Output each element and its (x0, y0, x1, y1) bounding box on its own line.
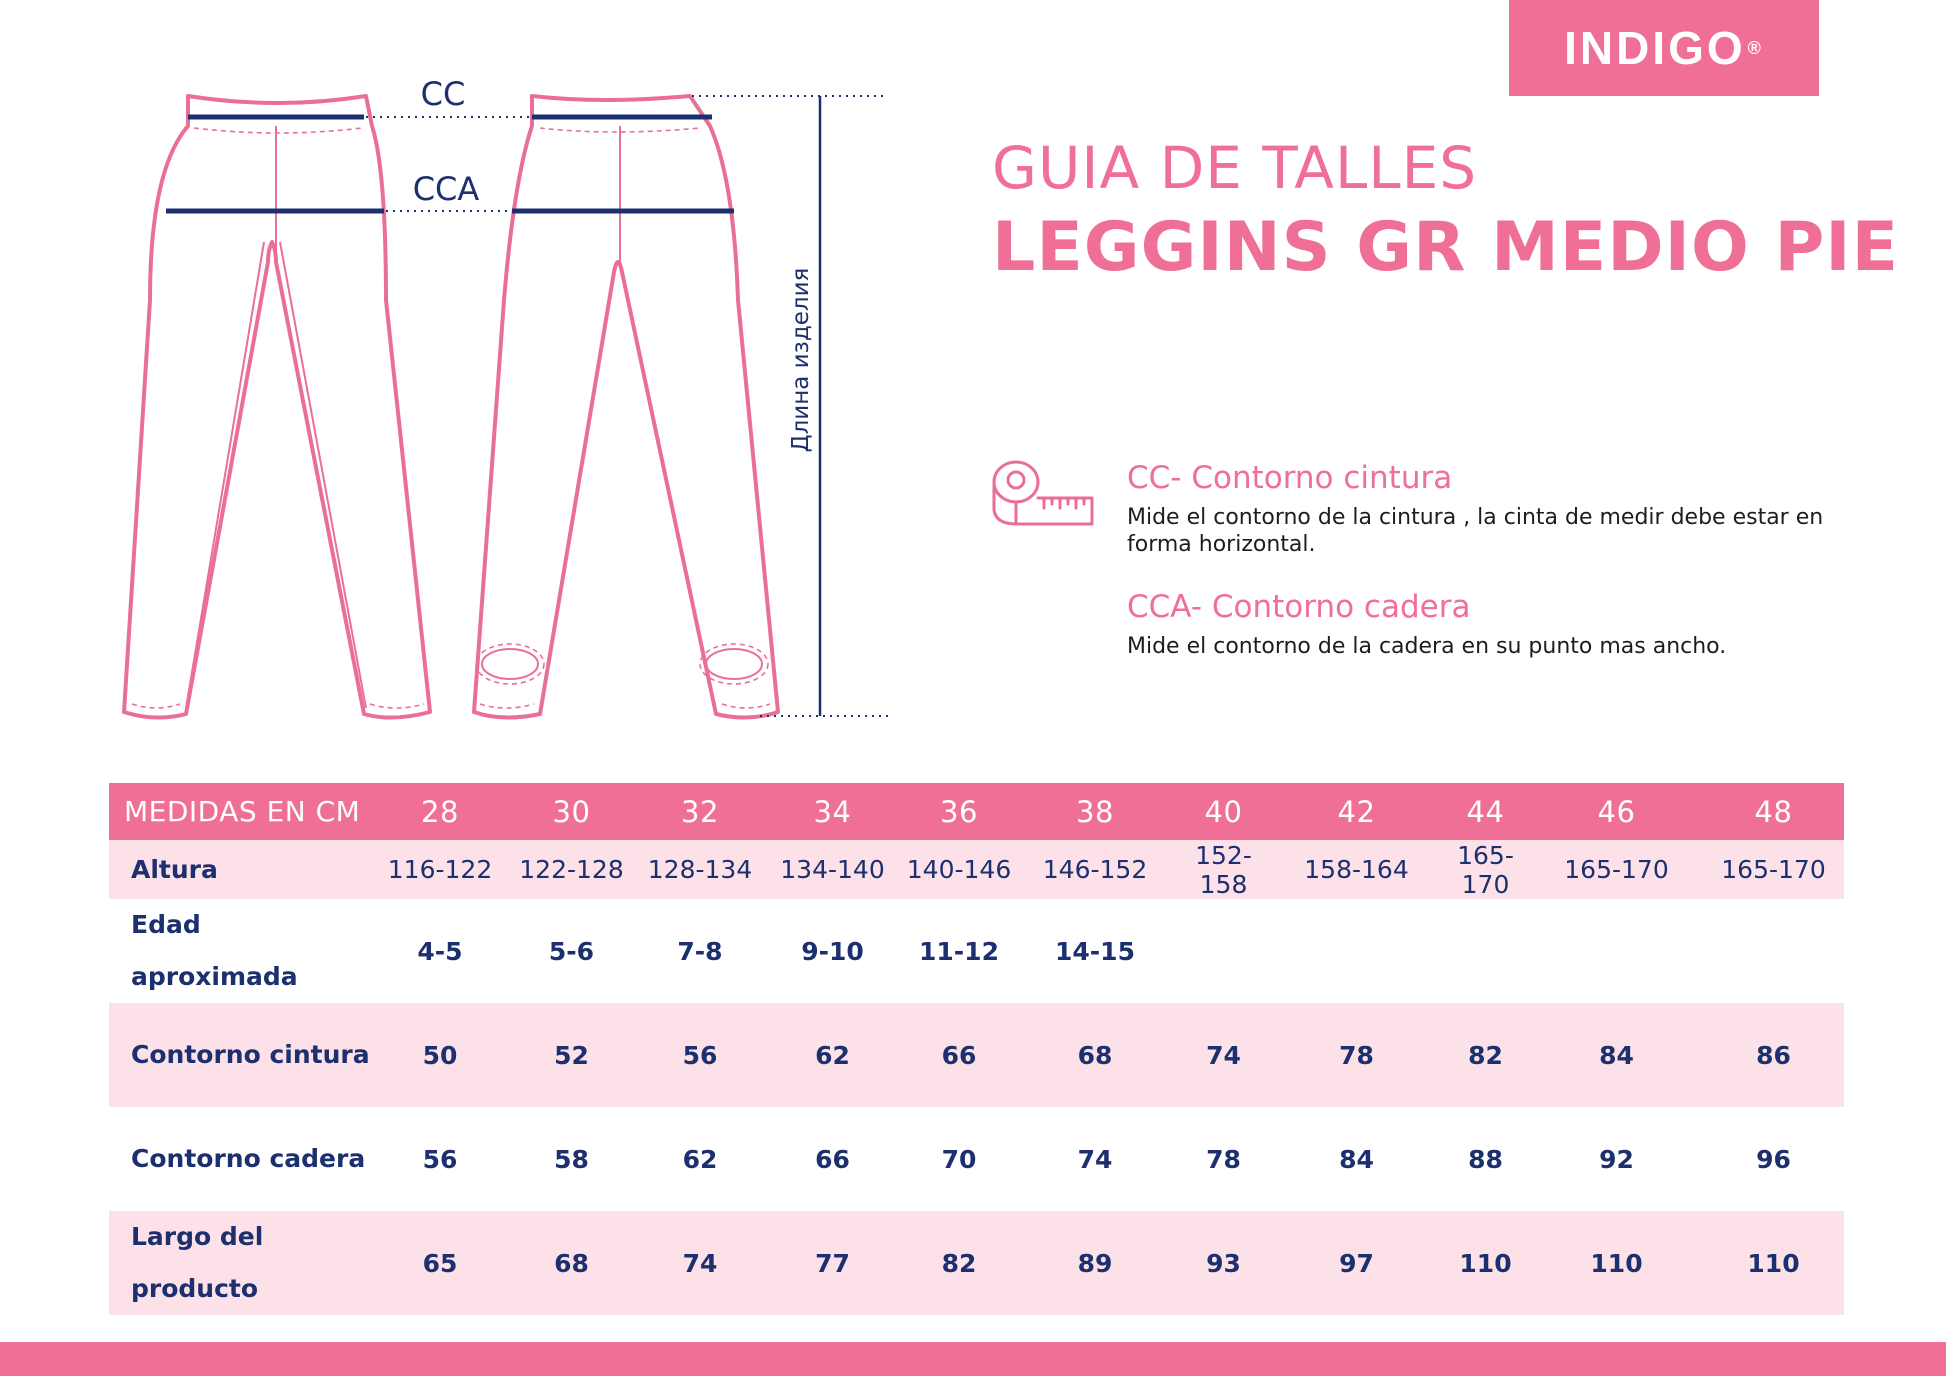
table-cell (1703, 899, 1844, 1003)
table-cell: 52 (505, 1003, 638, 1107)
table-cell: 82 (1441, 1003, 1530, 1107)
table-cell (1441, 899, 1530, 1003)
footer-bar (0, 1342, 1946, 1376)
table-cell: 96 (1756, 1144, 1791, 1174)
table-cell: 165-170 (1703, 840, 1844, 899)
table-cell: 11-12 (919, 936, 999, 966)
row-label: Edad aproximada (131, 910, 298, 991)
table-cell: 58 (554, 1144, 589, 1174)
size-header: 46 (1530, 783, 1703, 840)
measuring-tape-icon (990, 458, 1096, 528)
table-row-largo (109, 1211, 1844, 1315)
table-cell: 7-8 (677, 936, 723, 966)
size-header: 34 (762, 783, 903, 840)
cc-definition-title: CC- Contorno cintura (1127, 460, 1453, 496)
table-cell: 77 (762, 1211, 903, 1315)
size-header: 48 (1703, 783, 1844, 840)
table-cell: 110 (1530, 1211, 1703, 1315)
table-cell: 56 (638, 1003, 762, 1107)
table-cell: 97 (1272, 1211, 1441, 1315)
table-cell: 89 (1015, 1211, 1175, 1315)
size-header: 32 (638, 783, 762, 840)
table-cell: 116-122 (375, 840, 505, 899)
size-header: 44 (1441, 783, 1530, 840)
registered-mark: ® (1747, 37, 1764, 58)
table-cell: 92 (1599, 1144, 1634, 1174)
size-header: 42 (1272, 783, 1441, 840)
table-cell: 70 (941, 1144, 977, 1174)
table-cell: 82 (903, 1211, 1015, 1315)
table-cell: 78 (1272, 1003, 1441, 1107)
table-cell: 66 (815, 1144, 850, 1174)
table-cell: 66 (903, 1003, 1015, 1107)
product-title: LEGGINS GR MEDIO PIE (992, 208, 1900, 287)
header-label: MEDIDAS EN CM (109, 783, 375, 840)
table-cell: 86 (1703, 1003, 1844, 1107)
table-cell: 88 (1468, 1144, 1503, 1174)
front-inseam-line (186, 242, 366, 708)
leggings-diagram (0, 0, 900, 740)
table-row-contorno-cadera (109, 1107, 1844, 1211)
table-cell: 134-140 (762, 840, 903, 899)
brand-name: INDIGO (1564, 22, 1746, 74)
size-header: 28 (375, 783, 505, 840)
table-cell: 5-6 (548, 936, 595, 966)
table-cell: 4-5 (417, 936, 463, 966)
table-cell: 93 (1175, 1211, 1272, 1315)
table-cell: 68 (1015, 1003, 1175, 1107)
table-cell (1530, 899, 1703, 1003)
table-cell: 74 (1175, 1003, 1272, 1107)
table-cell: 65 (375, 1211, 505, 1315)
size-table (109, 783, 1844, 1315)
table-cell: 158-164 (1272, 840, 1441, 899)
cca-definition-title: CCA- Contorno cadera (1127, 589, 1471, 625)
table-cell: 78 (1206, 1144, 1241, 1174)
table-cell: 152-158 (1175, 840, 1272, 899)
table-cell: 68 (505, 1211, 638, 1315)
table-cell: 165-170 (1441, 840, 1530, 899)
table-cell: 74 (638, 1211, 762, 1315)
cc-label: CC (420, 75, 466, 113)
cc-definition-text: Mide el contorno de la cintura , la cinta de medir debe estar en forma horizontal. (1127, 505, 1824, 557)
cca-label: CCA (412, 170, 480, 208)
table-cell (1272, 899, 1441, 1003)
size-header-row (109, 783, 1844, 840)
table-cell: 62 (762, 1003, 903, 1107)
back-knee-patch-right (706, 649, 762, 679)
row-label: Largo del producto (109, 1211, 375, 1315)
table-cell: 84 (1339, 1144, 1374, 1174)
row-label: Contorno cadera (131, 1144, 366, 1173)
table-cell: 140-146 (903, 840, 1015, 899)
table-row-edad (109, 899, 1844, 1003)
brand-logo (1509, 0, 1819, 96)
size-header: 40 (1175, 783, 1272, 840)
table-cell: 110 (1441, 1211, 1530, 1315)
table-cell: 146-152 (1015, 840, 1175, 899)
table-cell: 128-134 (638, 840, 762, 899)
table-cell: 56 (422, 1144, 458, 1174)
table-row-altura (109, 840, 1844, 899)
table-cell: 122-128 (505, 840, 638, 899)
cca-definition-text: Mide el contorno de la cadera en su punto mas ancho. (1127, 634, 1727, 659)
table-cell: 165-170 (1530, 840, 1703, 899)
table-row-contorno-cintura (109, 1003, 1844, 1107)
length-label: Длина изделия (788, 267, 814, 453)
back-knee-patch-left (482, 649, 538, 679)
table-cell: 74 (1077, 1144, 1113, 1174)
table-cell: 9-10 (801, 936, 864, 966)
row-label: Contorno cintura (109, 1003, 375, 1107)
size-header: 38 (1015, 783, 1175, 840)
size-header: 36 (903, 783, 1015, 840)
table-cell: 50 (375, 1003, 505, 1107)
row-label: Altura (109, 840, 375, 899)
table-cell: 110 (1703, 1211, 1844, 1315)
page-title: GUIA DE TALLES (992, 134, 1478, 202)
table-cell: 14-15 (1055, 936, 1135, 966)
size-header: 30 (505, 783, 638, 840)
table-cell (1175, 899, 1272, 1003)
table-cell: 84 (1530, 1003, 1703, 1107)
back-leggings-outline (474, 96, 778, 718)
table-cell: 62 (682, 1144, 718, 1174)
